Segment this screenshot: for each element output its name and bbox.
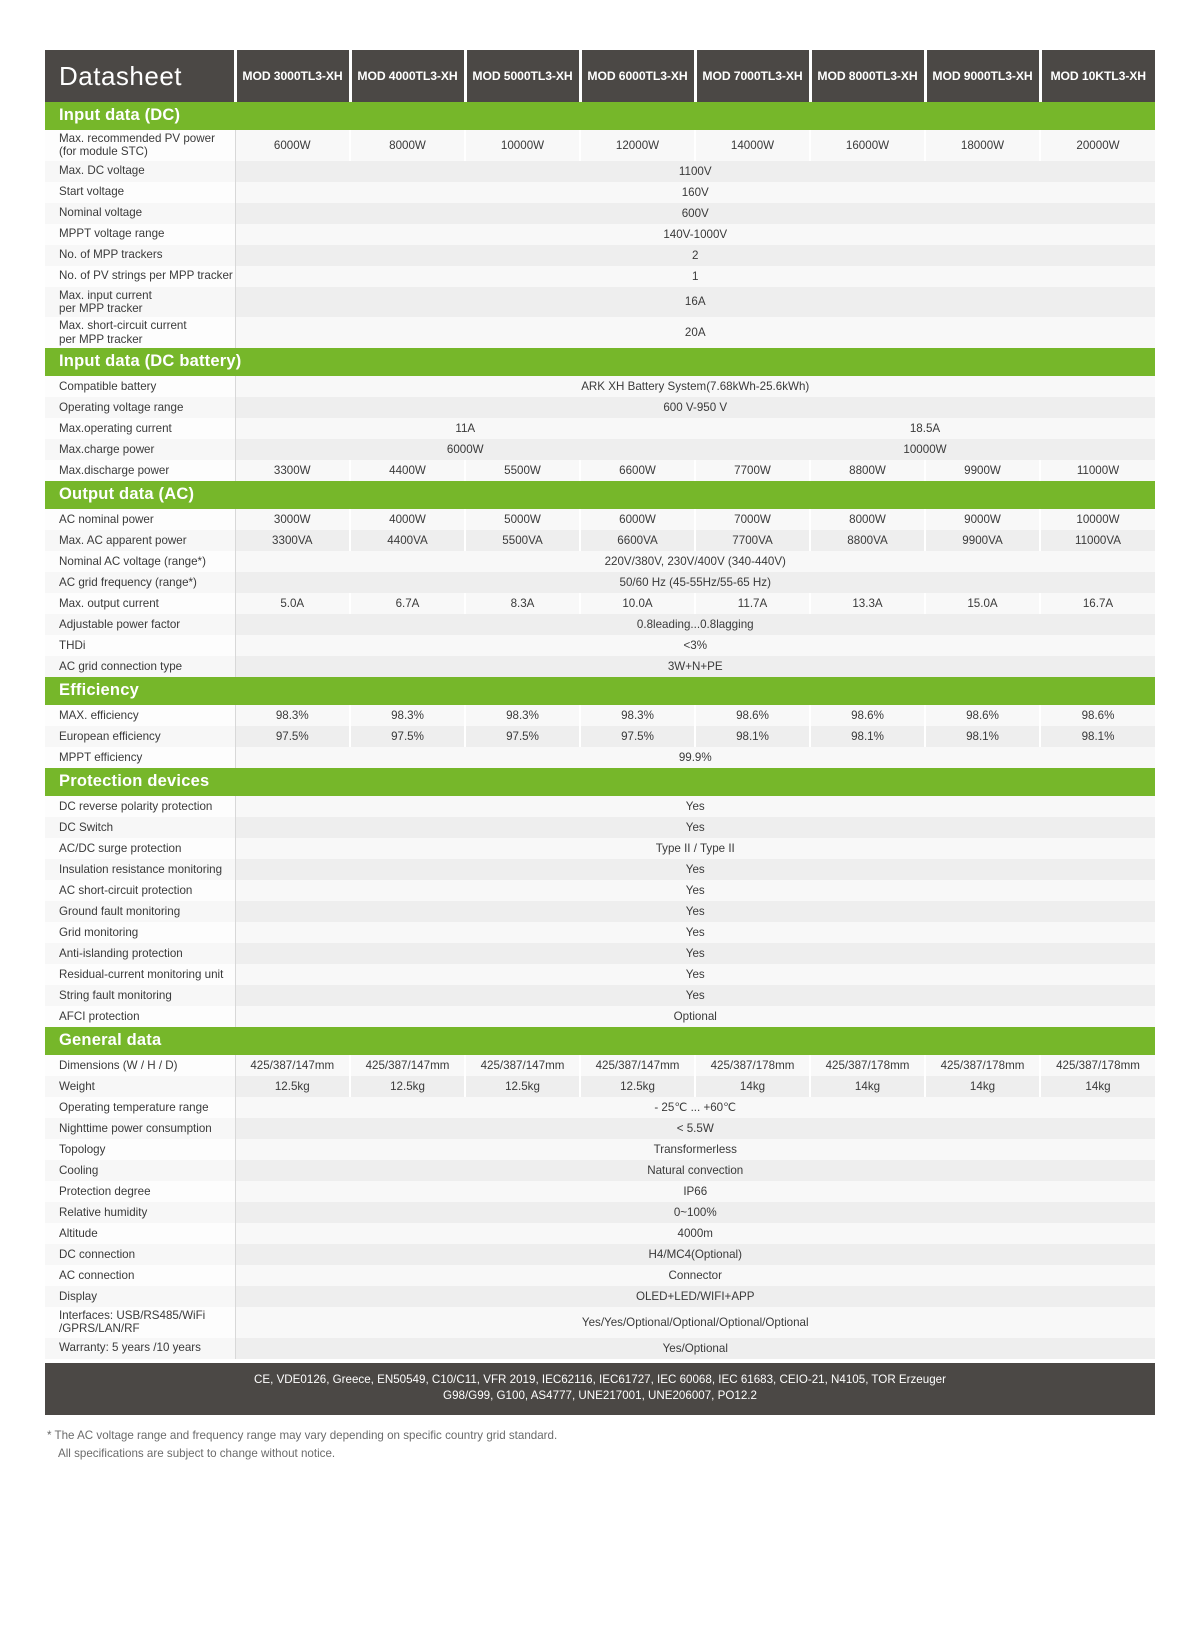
table-row xyxy=(45,943,1155,964)
cell-value: 425/387/147mm xyxy=(350,1055,465,1076)
table-row xyxy=(45,1265,1155,1286)
table-row xyxy=(45,1097,1155,1118)
column-header-model-8: MOD 10KTL3-XH xyxy=(1040,50,1155,102)
row-label: Max.discharge power xyxy=(45,460,235,481)
table-row xyxy=(45,901,1155,922)
cell-value-spanned: Optional xyxy=(235,1006,1155,1027)
cell-value: 12000W xyxy=(580,130,695,161)
row-label: AC short-circuit protection xyxy=(45,880,235,901)
cell-value: 8800W xyxy=(810,460,925,481)
cell-value-spanned: 600 V-950 V xyxy=(235,397,1155,418)
cell-value-spanned: < 5.5W xyxy=(235,1118,1155,1139)
section-header-row xyxy=(45,768,1155,796)
row-label: Anti-islanding protection xyxy=(45,943,235,964)
cell-value: 12.5kg xyxy=(235,1076,350,1097)
table-row xyxy=(45,572,1155,593)
table-row xyxy=(45,747,1155,768)
cell-value-spanned: Yes xyxy=(235,859,1155,880)
row-label: Ground fault monitoring xyxy=(45,901,235,922)
table-row xyxy=(45,1307,1155,1338)
table-row xyxy=(45,1181,1155,1202)
section-header-row xyxy=(45,1027,1155,1055)
cell-value: 12.5kg xyxy=(350,1076,465,1097)
cell-value: 16000W xyxy=(810,130,925,161)
datasheet-table xyxy=(45,50,1155,1359)
table-row xyxy=(45,985,1155,1006)
cell-value-spanned: Yes xyxy=(235,985,1155,1006)
cell-value-spanned: Type II / Type II xyxy=(235,838,1155,859)
cell-value: 5500VA xyxy=(465,530,580,551)
cell-value: 5500W xyxy=(465,460,580,481)
table-row xyxy=(45,1244,1155,1265)
table-row xyxy=(45,460,1155,481)
cell-value: 11000VA xyxy=(1040,530,1155,551)
table-row xyxy=(45,796,1155,817)
column-header-model-5: MOD 7000TL3-XH xyxy=(695,50,810,102)
cell-value: 6.7A xyxy=(350,593,465,614)
row-label: No. of PV strings per MPP tracker xyxy=(45,266,235,287)
cell-value: 3000W xyxy=(235,509,350,530)
column-header-model-6: MOD 8000TL3-XH xyxy=(810,50,925,102)
table-row xyxy=(45,593,1155,614)
row-label-line-1: Interfaces: USB/RS485/WiFi xyxy=(59,1308,206,1322)
row-label: Adjustable power factor xyxy=(45,614,235,635)
row-label: Max. output current xyxy=(45,593,235,614)
cell-value: 12.5kg xyxy=(580,1076,695,1097)
table-row xyxy=(45,245,1155,266)
row-label: Operating voltage range xyxy=(45,397,235,418)
cell-value-half-2: 18.5A xyxy=(695,418,1155,439)
section-header-row xyxy=(45,481,1155,509)
row-label-line-2: per MPP tracker xyxy=(59,301,143,315)
cell-value: 98.6% xyxy=(925,705,1040,726)
page-title: Datasheet xyxy=(45,50,235,102)
cell-value-spanned: IP66 xyxy=(235,1181,1155,1202)
row-label: Compatible battery xyxy=(45,376,235,397)
row-label xyxy=(45,1307,235,1338)
cell-value-spanned: 1 xyxy=(235,266,1155,287)
cell-value-spanned: 4000m xyxy=(235,1223,1155,1244)
row-label: AFCI protection xyxy=(45,1006,235,1027)
cell-value: 98.3% xyxy=(465,705,580,726)
table-row xyxy=(45,287,1155,318)
row-label: Max. AC apparent power xyxy=(45,530,235,551)
cell-value: 97.5% xyxy=(465,726,580,747)
cell-value: 6000W xyxy=(235,130,350,161)
table-row xyxy=(45,635,1155,656)
cell-value-spanned: 16A xyxy=(235,287,1155,318)
cell-value-half-2: 10000W xyxy=(695,439,1155,460)
table-row xyxy=(45,1139,1155,1160)
row-label: Nominal voltage xyxy=(45,203,235,224)
cell-value-spanned: <3% xyxy=(235,635,1155,656)
table-row xyxy=(45,182,1155,203)
section-title: Efficiency xyxy=(45,677,1155,705)
row-label: Cooling xyxy=(45,1160,235,1181)
cell-value-spanned: Yes xyxy=(235,796,1155,817)
cell-value-spanned: Yes xyxy=(235,901,1155,922)
column-header-model-4: MOD 6000TL3-XH xyxy=(580,50,695,102)
row-label: Operating temperature range xyxy=(45,1097,235,1118)
table-row xyxy=(45,439,1155,460)
cell-value: 14kg xyxy=(1040,1076,1155,1097)
section-header-row xyxy=(45,348,1155,376)
row-label: Insulation resistance monitoring xyxy=(45,859,235,880)
table-row xyxy=(45,1006,1155,1027)
cell-value: 9900VA xyxy=(925,530,1040,551)
cell-value: 98.1% xyxy=(1040,726,1155,747)
row-label-line-2: /GPRS/LAN/RF xyxy=(59,1322,140,1336)
row-label: Max.charge power xyxy=(45,439,235,460)
cell-value-spanned: - 25℃ ... +60℃ xyxy=(235,1097,1155,1118)
table-row xyxy=(45,880,1155,901)
cell-value: 98.6% xyxy=(1040,705,1155,726)
row-label: Altitude xyxy=(45,1223,235,1244)
footnote-line-2: All specifications are subject to change without notice. xyxy=(58,1446,336,1460)
row-label: Topology xyxy=(45,1139,235,1160)
row-label: AC grid frequency (range*) xyxy=(45,572,235,593)
cell-value: 10000W xyxy=(1040,509,1155,530)
row-label: AC grid connection type xyxy=(45,656,235,677)
cell-value-half-1: 6000W xyxy=(235,439,695,460)
table-row xyxy=(45,726,1155,747)
cell-value: 3300VA xyxy=(235,530,350,551)
row-label-line-2: (for module STC) xyxy=(59,145,148,159)
row-label: Protection degree xyxy=(45,1181,235,1202)
table-row xyxy=(45,203,1155,224)
row-label: AC nominal power xyxy=(45,509,235,530)
row-label: Grid monitoring xyxy=(45,922,235,943)
row-label: MPPT efficiency xyxy=(45,747,235,768)
table-row xyxy=(45,1286,1155,1307)
cell-value: 18000W xyxy=(925,130,1040,161)
table-row xyxy=(45,838,1155,859)
cell-value: 4400VA xyxy=(350,530,465,551)
cell-value-spanned: 0~100% xyxy=(235,1202,1155,1223)
table-row xyxy=(45,266,1155,287)
cell-value: 6000W xyxy=(580,509,695,530)
table-row xyxy=(45,656,1155,677)
row-label: String fault monitoring xyxy=(45,985,235,1006)
cell-value-spanned: 600V xyxy=(235,203,1155,224)
cell-value: 425/387/147mm xyxy=(580,1055,695,1076)
row-label: Dimensions (W / H / D) xyxy=(45,1055,235,1076)
footnote-star: * xyxy=(47,1429,52,1443)
cell-value-spanned: Yes xyxy=(235,943,1155,964)
row-label: DC reverse polarity protection xyxy=(45,796,235,817)
cell-value-spanned: Yes/Optional xyxy=(235,1338,1155,1359)
row-label: Weight xyxy=(45,1076,235,1097)
cell-value: 8.3A xyxy=(465,593,580,614)
cell-value: 98.3% xyxy=(580,705,695,726)
section-title: Output data (AC) xyxy=(45,481,1155,509)
row-label: Nighttime power consumption xyxy=(45,1118,235,1139)
cell-value: 98.6% xyxy=(810,705,925,726)
row-label: DC connection xyxy=(45,1244,235,1265)
cell-value-spanned: 220V/380V, 230V/400V (340-440V) xyxy=(235,551,1155,572)
row-label-line-2: per MPP tracker xyxy=(59,332,143,346)
cell-value: 6600VA xyxy=(580,530,695,551)
table-row xyxy=(45,397,1155,418)
row-label: AC/DC surge protection xyxy=(45,838,235,859)
cell-value: 98.1% xyxy=(810,726,925,747)
column-header-model-7: MOD 9000TL3-XH xyxy=(925,50,1040,102)
row-label-line-1: Max. recommended PV power xyxy=(59,132,215,145)
row-label-line-1: Max. short-circuit current xyxy=(59,319,187,333)
table-row xyxy=(45,1160,1155,1181)
row-label: Nominal AC voltage (range*) xyxy=(45,551,235,572)
cell-value-spanned: Yes xyxy=(235,817,1155,838)
cell-value-spanned: OLED+LED/WIFI+APP xyxy=(235,1286,1155,1307)
cell-value: 98.6% xyxy=(695,705,810,726)
cell-value: 11000W xyxy=(1040,460,1155,481)
row-label: THDi xyxy=(45,635,235,656)
row-label: DC Switch xyxy=(45,817,235,838)
cell-value: 4000W xyxy=(350,509,465,530)
row-label: European efficiency xyxy=(45,726,235,747)
row-label: Warranty: 5 years /10 years xyxy=(45,1338,235,1359)
cell-value: 15.0A xyxy=(925,593,1040,614)
cell-value-spanned: H4/MC4(Optional) xyxy=(235,1244,1155,1265)
certification-line-2: G98/G99, G100, AS4777, UNE217001, UNE206007, PO12.2 xyxy=(443,1389,757,1403)
row-label: Display xyxy=(45,1286,235,1307)
cell-value: 10000W xyxy=(465,130,580,161)
section-title: Input data (DC battery) xyxy=(45,348,1155,376)
cell-value: 6600W xyxy=(580,460,695,481)
cell-value: 425/387/178mm xyxy=(925,1055,1040,1076)
cell-value: 20000W xyxy=(1040,130,1155,161)
column-header-model-1: MOD 3000TL3-XH xyxy=(235,50,350,102)
footnote-line-1: The AC voltage range and frequency range may vary depending on specific country grid standard. xyxy=(54,1429,558,1443)
cell-value-spanned: 99.9% xyxy=(235,747,1155,768)
row-label: MAX. efficiency xyxy=(45,705,235,726)
row-label: AC connection xyxy=(45,1265,235,1286)
cell-value-spanned: Yes/Yes/Optional/Optional/Optional/Optional xyxy=(235,1307,1155,1338)
cell-value: 425/387/147mm xyxy=(235,1055,350,1076)
section-header-row xyxy=(45,102,1155,130)
column-header-model-2: MOD 4000TL3-XH xyxy=(350,50,465,102)
cell-value: 9000W xyxy=(925,509,1040,530)
table-header-row xyxy=(45,50,1155,102)
table-row xyxy=(45,614,1155,635)
cell-value-spanned: ARK XH Battery System(7.68kWh-25.6kWh) xyxy=(235,376,1155,397)
row-label: Relative humidity xyxy=(45,1202,235,1223)
cell-value: 7000W xyxy=(695,509,810,530)
table-row xyxy=(45,705,1155,726)
table-row xyxy=(45,317,1155,348)
footnote xyxy=(45,1427,1155,1462)
cell-value: 98.1% xyxy=(925,726,1040,747)
table-row xyxy=(45,418,1155,439)
cell-value: 8800VA xyxy=(810,530,925,551)
row-label: Max.operating current xyxy=(45,418,235,439)
cell-value: 3300W xyxy=(235,460,350,481)
cell-value: 14kg xyxy=(695,1076,810,1097)
section-title: Protection devices xyxy=(45,768,1155,796)
row-label xyxy=(45,130,235,161)
table-row xyxy=(45,1055,1155,1076)
row-label: MPPT voltage range xyxy=(45,224,235,245)
table-row xyxy=(45,509,1155,530)
cell-value-spanned: Transformerless xyxy=(235,1139,1155,1160)
table-row xyxy=(45,964,1155,985)
table-row xyxy=(45,1223,1155,1244)
cell-value: 97.5% xyxy=(235,726,350,747)
cell-value-spanned: 140V-1000V xyxy=(235,224,1155,245)
datasheet-body xyxy=(45,50,1155,1359)
cell-value-spanned: Yes xyxy=(235,922,1155,943)
cell-value-spanned: Natural convection xyxy=(235,1160,1155,1181)
cell-value: 97.5% xyxy=(350,726,465,747)
table-row xyxy=(45,530,1155,551)
table-row xyxy=(45,224,1155,245)
table-row xyxy=(45,161,1155,182)
cell-value: 425/387/178mm xyxy=(695,1055,810,1076)
cell-value-spanned: 160V xyxy=(235,182,1155,203)
row-label xyxy=(45,317,235,348)
cell-value: 425/387/178mm xyxy=(810,1055,925,1076)
cell-value: 16.7A xyxy=(1040,593,1155,614)
cell-value-spanned: Connector xyxy=(235,1265,1155,1286)
cell-value-spanned: Yes xyxy=(235,880,1155,901)
cell-value: 7700W xyxy=(695,460,810,481)
section-title: Input data (DC) xyxy=(45,102,1155,130)
cell-value: 7700VA xyxy=(695,530,810,551)
table-row xyxy=(45,817,1155,838)
table-row xyxy=(45,130,1155,161)
row-label: Residual-current monitoring unit xyxy=(45,964,235,985)
cell-value: 8000W xyxy=(350,130,465,161)
cell-value-spanned: 2 xyxy=(235,245,1155,266)
cell-value: 98.3% xyxy=(350,705,465,726)
cell-value: 13.3A xyxy=(810,593,925,614)
cell-value: 10.0A xyxy=(580,593,695,614)
cell-value: 4400W xyxy=(350,460,465,481)
cell-value: 14000W xyxy=(695,130,810,161)
table-row xyxy=(45,1202,1155,1223)
cell-value: 97.5% xyxy=(580,726,695,747)
table-row xyxy=(45,1076,1155,1097)
cell-value: 12.5kg xyxy=(465,1076,580,1097)
cell-value: 8000W xyxy=(810,509,925,530)
cell-value: 98.3% xyxy=(235,705,350,726)
cell-value: 11.7A xyxy=(695,593,810,614)
cell-value: 425/387/178mm xyxy=(1040,1055,1155,1076)
cell-value: 425/387/147mm xyxy=(465,1055,580,1076)
row-label-line-1: Max. input current xyxy=(59,288,152,302)
row-label: Start voltage xyxy=(45,182,235,203)
row-label xyxy=(45,287,235,318)
cell-value: 5000W xyxy=(465,509,580,530)
section-title: General data xyxy=(45,1027,1155,1055)
cell-value-spanned: 3W+N+PE xyxy=(235,656,1155,677)
cell-value-spanned: Yes xyxy=(235,964,1155,985)
certification-line-1: CE, VDE0126, Greece, EN50549, C10/C11, VFR 2019, IEC62116, IEC61727, IEC 60068, IEC 61683, CEIO-21, N4105, TOR Erzeuger xyxy=(254,1372,946,1386)
cell-value: 98.1% xyxy=(695,726,810,747)
cell-value-half-1: 11A xyxy=(235,418,695,439)
row-label: Max. DC voltage xyxy=(45,161,235,182)
cell-value: 9900W xyxy=(925,460,1040,481)
cell-value-spanned: 20A xyxy=(235,317,1155,348)
table-row xyxy=(45,376,1155,397)
table-row xyxy=(45,1118,1155,1139)
table-row xyxy=(45,859,1155,880)
table-row xyxy=(45,1338,1155,1359)
cell-value-spanned: 0.8leading...0.8lagging xyxy=(235,614,1155,635)
column-header-model-3: MOD 5000TL3-XH xyxy=(465,50,580,102)
cell-value: 14kg xyxy=(810,1076,925,1097)
certification-bar xyxy=(45,1363,1155,1416)
cell-value-spanned: 1100V xyxy=(235,161,1155,182)
cell-value: 14kg xyxy=(925,1076,1040,1097)
cell-value: 5.0A xyxy=(235,593,350,614)
row-label: No. of MPP trackers xyxy=(45,245,235,266)
section-header-row xyxy=(45,677,1155,705)
cell-value-spanned: 50/60 Hz (45-55Hz/55-65 Hz) xyxy=(235,572,1155,593)
table-row xyxy=(45,551,1155,572)
table-row xyxy=(45,922,1155,943)
